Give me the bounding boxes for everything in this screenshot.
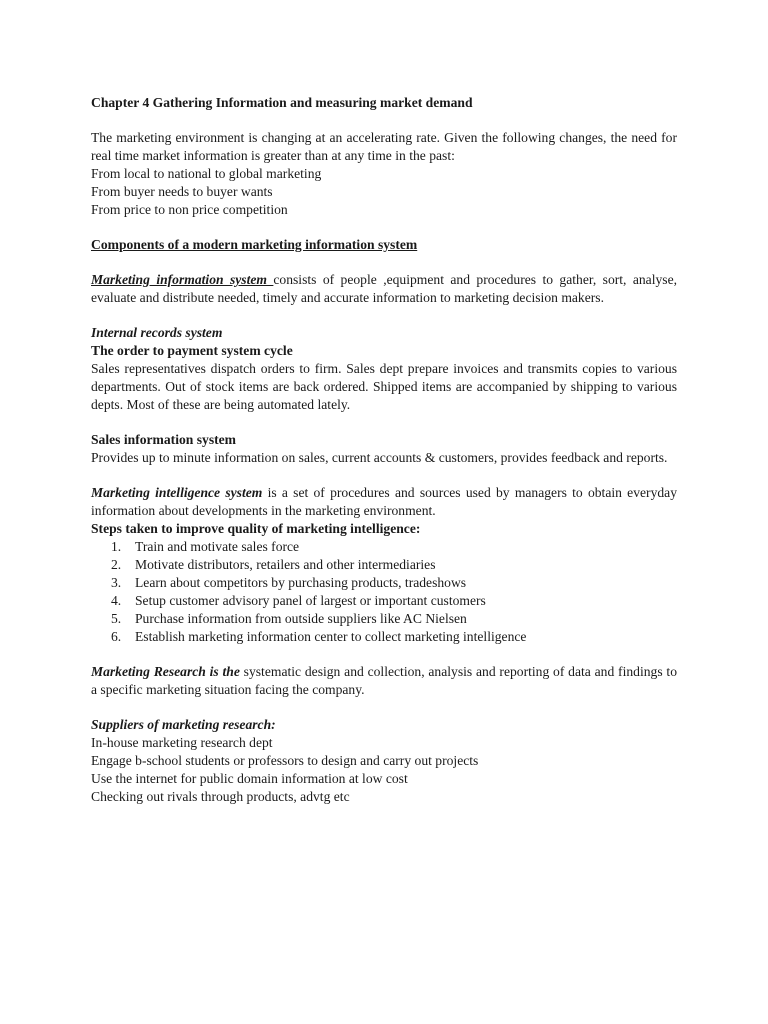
mis-term: Marketing information system — [91, 272, 274, 287]
mkt-intel-text: is a set of procedures and sources used by managers to obtain everyday information about developments in the marketing environment. — [91, 485, 677, 518]
mkt-research-paragraph — [91, 663, 677, 699]
chapter-title: Chapter 4 Gathering Information and measuring market demand — [91, 95, 473, 110]
list-item — [91, 610, 677, 628]
internal-records-heading: Internal records system — [91, 325, 223, 340]
order-cycle-subheading: The order to payment system cycle — [91, 343, 293, 358]
list-number: 5. — [111, 611, 122, 626]
supplier-line: Checking out rivals through products, advtg etc — [91, 789, 350, 804]
mkt-intel-term: Marketing intelligence system — [91, 485, 263, 500]
intro-line: From price to non price competition — [91, 202, 288, 217]
list-text: Train and motivate sales force — [135, 539, 300, 554]
list-item — [91, 592, 677, 610]
steps-heading: Steps taken to improve quality of marketing intelligence: — [91, 521, 421, 536]
list-text: Motivate distributors, retailers and other intermediaries — [135, 557, 436, 572]
components-heading: Components of a modern marketing information system — [91, 237, 418, 252]
list-number: 3. — [111, 575, 122, 590]
mis-definition: consists of people ,equipment and procedures to gather, sort, analyse, evaluate and distribute needed, timely and accurate information to marketing decision makers. — [91, 272, 678, 305]
list-text: Establish marketing information center to collect marketing intelligence — [135, 629, 527, 644]
mis-paragraph — [91, 271, 677, 307]
supplier-line: Engage b-school students or professors to design and carry out projects — [91, 753, 479, 768]
list-item — [91, 556, 677, 574]
list-text: Purchase information from outside suppliers like AC Nielsen — [135, 611, 467, 626]
document-body — [91, 94, 677, 806]
steps-list — [91, 538, 677, 646]
sales-info-heading: Sales information system — [91, 432, 236, 447]
list-item — [91, 628, 677, 646]
intro-paragraph: The marketing environment is changing at an accelerating rate. Given the following changes, the need for real time market information is greater than at any time in the past: — [91, 130, 677, 163]
list-number: 4. — [111, 593, 122, 608]
list-text: Learn about competitors by purchasing products, tradeshows — [135, 575, 467, 590]
supplier-line: In-house marketing research dept — [91, 735, 273, 750]
sales-info-text: Provides up to minute information on sales, current accounts & customers, provides feedback and reports. — [91, 450, 668, 465]
list-text: Setup customer advisory panel of largest or important customers — [135, 593, 486, 608]
mkt-intel-paragraph — [91, 484, 677, 520]
intro-line: From buyer needs to buyer wants — [91, 184, 273, 199]
suppliers-heading: Suppliers of marketing research: — [91, 717, 276, 732]
list-item — [91, 574, 677, 592]
mkt-research-text: systematic design and collection, analysis and reporting of data and findings to a specific marketing situation facing the company. — [91, 664, 677, 697]
list-item — [91, 538, 677, 556]
supplier-line: Use the internet for public domain information at low cost — [91, 771, 408, 786]
list-number: 2. — [111, 557, 122, 572]
list-number: 1. — [111, 539, 122, 554]
mkt-research-term: Marketing Research is the — [91, 664, 240, 679]
list-number: 6. — [111, 629, 122, 644]
internal-records-text: Sales representatives dispatch orders to firm. Sales dept prepare invoices and transmits copies to various departments. Out of stock items are back ordered. Shipped items are accompanied by shipping to various depts. Most of these are being automated lately. — [91, 361, 677, 412]
intro-line: From local to national to global marketing — [91, 166, 322, 181]
